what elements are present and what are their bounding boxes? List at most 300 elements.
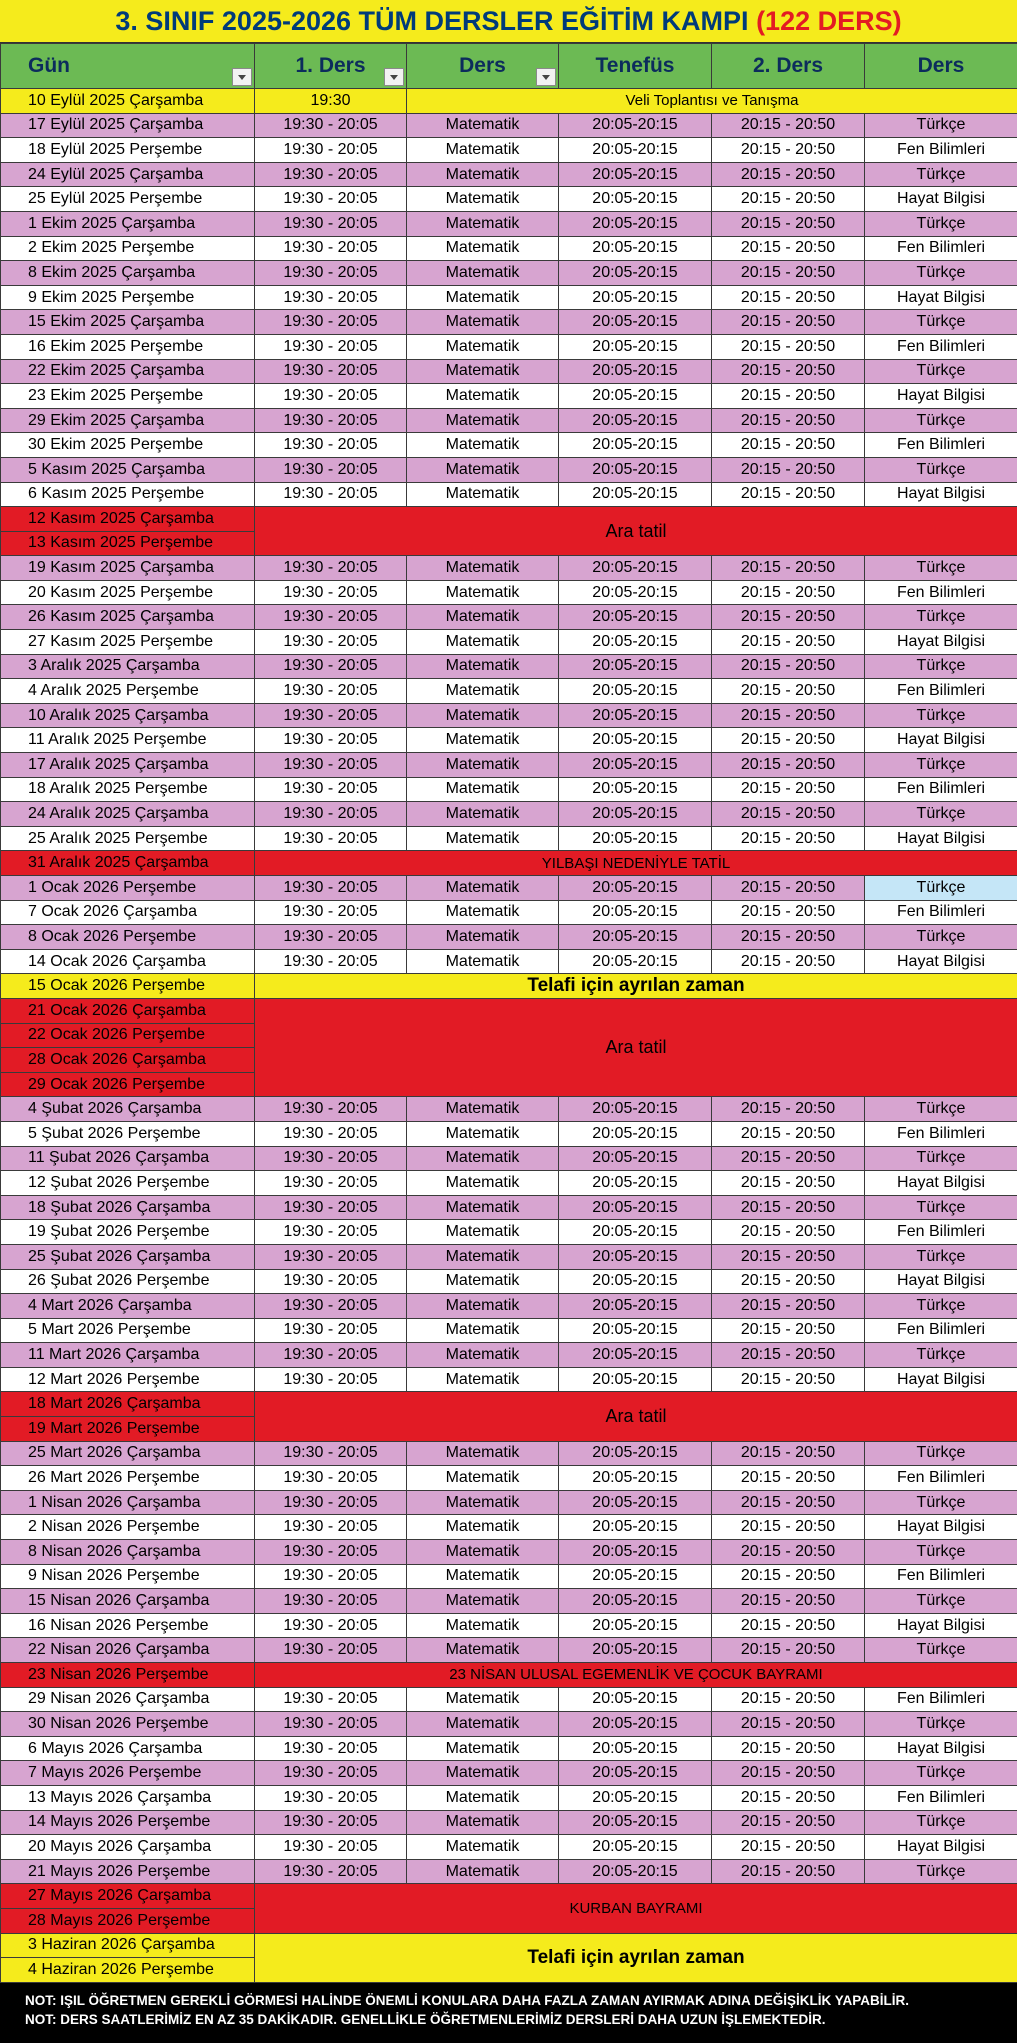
day-cell: 29 Ocak 2026 Perşembe (1, 1072, 255, 1097)
event-cell: Telafi için ayrılan zaman (255, 974, 1017, 999)
break-time: 20:05-20:15 (559, 876, 712, 901)
subject-2-cell: Türkçe (865, 1490, 1017, 1515)
break-time: 20:05-20:15 (559, 261, 712, 286)
table-row (1, 1810, 1017, 1835)
subject-1-cell: Matematik (407, 1540, 559, 1565)
second-lesson-time: 20:15 - 20:50 (712, 334, 865, 359)
subject-1-cell: Matematik (407, 826, 559, 851)
subject-2-cell: Türkçe (865, 457, 1017, 482)
second-lesson-time: 20:15 - 20:50 (712, 580, 865, 605)
day-cell: 15 Nisan 2026 Çarşamba (1, 1589, 255, 1614)
subject-2-cell: Fen Bilimleri (865, 777, 1017, 802)
table-row (1, 507, 1017, 532)
title-highlight: (122 DERS) (756, 6, 902, 36)
subject-2-cell: Fen Bilimleri (865, 580, 1017, 605)
note-line: NOT: IŞIL ÖĞRETMEN GEREKLİ GÖRMESİ HALİNDE ÖNEMLİ KONULARA DAHA FAZLA ZAMAN AYIRMAK ADINA DEĞİŞİKLİK YAPABİLİR. (25, 1991, 1017, 2011)
second-lesson-time: 20:15 - 20:50 (712, 1785, 865, 1810)
subject-2-cell: Türkçe (865, 605, 1017, 630)
first-lesson-time: 19:30 - 20:05 (255, 334, 407, 359)
day-cell: 4 Aralık 2025 Perşembe (1, 679, 255, 704)
second-lesson-time: 20:15 - 20:50 (712, 211, 865, 236)
note-line: NOT: DERS SAATLERİMİZ EN AZ 35 DAKİKADIR. GENELLİKLE ÖĞRETMENLERİMİZ DERSLERİ DAHA UZUN İŞLEMEKTEDİR. (25, 2010, 1017, 2030)
day-cell: 27 Kasım 2025 Perşembe (1, 630, 255, 655)
subject-2-cell: Fen Bilimleri (865, 1318, 1017, 1343)
table-row (1, 1367, 1017, 1392)
first-lesson-time: 19:30 - 20:05 (255, 679, 407, 704)
subject-2-cell: Fen Bilimleri (865, 1687, 1017, 1712)
filter-dropdown-icon[interactable] (232, 68, 252, 86)
day-cell: 26 Şubat 2026 Perşembe (1, 1269, 255, 1294)
second-lesson-time: 20:15 - 20:50 (712, 900, 865, 925)
break-time: 20:05-20:15 (559, 408, 712, 433)
subject-1-cell: Matematik (407, 285, 559, 310)
first-lesson-time: 19:30 - 20:05 (255, 261, 407, 286)
second-lesson-time: 20:15 - 20:50 (712, 384, 865, 409)
second-lesson-time: 20:15 - 20:50 (712, 408, 865, 433)
header-subject-2 (865, 44, 1017, 89)
table-row (1, 949, 1017, 974)
day-cell: 3 Aralık 2025 Çarşamba (1, 654, 255, 679)
break-time: 20:05-20:15 (559, 457, 712, 482)
break-time: 20:05-20:15 (559, 1195, 712, 1220)
header-first-lesson (255, 44, 407, 89)
first-lesson-time: 19:30 - 20:05 (255, 826, 407, 851)
table-row (1, 1318, 1017, 1343)
day-cell: 20 Kasım 2025 Perşembe (1, 580, 255, 605)
day-cell: 15 Ekim 2025 Çarşamba (1, 310, 255, 335)
subject-1-cell: Matematik (407, 925, 559, 950)
event-cell: Ara tatil (255, 1392, 1017, 1441)
subject-2-cell: Türkçe (865, 261, 1017, 286)
first-lesson-time: 19:30 - 20:05 (255, 482, 407, 507)
title-main: 3. SINIF 2025-2026 TÜM DERSLER EĞİTİM KAMPI (115, 6, 748, 36)
subject-1-cell: Matematik (407, 1835, 559, 1860)
subject-2-cell: Fen Bilimleri (865, 1121, 1017, 1146)
break-time: 20:05-20:15 (559, 605, 712, 630)
subject-2-cell: Fen Bilimleri (865, 334, 1017, 359)
break-time: 20:05-20:15 (559, 1540, 712, 1565)
subject-2-cell: Türkçe (865, 703, 1017, 728)
table-row (1, 261, 1017, 286)
subject-1-cell: Matematik (407, 1687, 559, 1712)
subject-1-cell: Matematik (407, 1859, 559, 1884)
break-time: 20:05-20:15 (559, 802, 712, 827)
subject-1-cell: Matematik (407, 1466, 559, 1491)
break-time: 20:05-20:15 (559, 1466, 712, 1491)
break-time: 20:05-20:15 (559, 900, 712, 925)
second-lesson-time: 20:15 - 20:50 (712, 654, 865, 679)
first-lesson-time: 19:30 - 20:05 (255, 187, 407, 212)
subject-2-cell: Fen Bilimleri (865, 679, 1017, 704)
second-lesson-time: 20:15 - 20:50 (712, 261, 865, 286)
table-row (1, 900, 1017, 925)
first-lesson-time: 19:30 - 20:05 (255, 1761, 407, 1786)
day-cell: 20 Mayıs 2026 Çarşamba (1, 1835, 255, 1860)
subject-1-cell: Matematik (407, 310, 559, 335)
page-title (0, 0, 1017, 43)
break-time: 20:05-20:15 (559, 211, 712, 236)
subject-1-cell: Matematik (407, 1810, 559, 1835)
second-lesson-time: 20:15 - 20:50 (712, 162, 865, 187)
event-cell: 23 NİSAN ULUSAL EGEMENLİK VE ÇOCUK BAYRAMI (255, 1663, 1017, 1688)
subject-1-cell: Matematik (407, 1318, 559, 1343)
first-lesson-time: 19:30 - 20:05 (255, 1859, 407, 1884)
break-time: 20:05-20:15 (559, 654, 712, 679)
second-lesson-time: 20:15 - 20:50 (712, 1121, 865, 1146)
subject-1-cell: Matematik (407, 654, 559, 679)
table-row (1, 1097, 1017, 1122)
table-row (1, 1761, 1017, 1786)
event-cell: Veli Toplantısı ve Tanışma (407, 89, 1017, 114)
second-lesson-time: 20:15 - 20:50 (712, 113, 865, 138)
table-row (1, 334, 1017, 359)
subject-1-cell: Matematik (407, 1171, 559, 1196)
second-lesson-time: 20:15 - 20:50 (712, 1269, 865, 1294)
day-cell: 11 Mart 2026 Çarşamba (1, 1343, 255, 1368)
day-cell: 22 Ocak 2026 Perşembe (1, 1023, 255, 1048)
subject-2-cell: Türkçe (865, 359, 1017, 384)
subject-1-cell: Matematik (407, 777, 559, 802)
event-cell: KURBAN BAYRAMI (255, 1884, 1017, 1933)
second-lesson-time: 20:15 - 20:50 (712, 236, 865, 261)
header-first-lesson-label: 1. Ders (295, 54, 365, 77)
table-row (1, 1564, 1017, 1589)
second-lesson-time: 20:15 - 20:50 (712, 753, 865, 778)
break-time: 20:05-20:15 (559, 949, 712, 974)
first-lesson-time: 19:30 - 20:05 (255, 1318, 407, 1343)
break-time: 20:05-20:15 (559, 1859, 712, 1884)
schedule-body (1, 89, 1017, 1983)
day-cell: 25 Şubat 2026 Çarşamba (1, 1244, 255, 1269)
subject-1-cell: Matematik (407, 876, 559, 901)
table-row (1, 1589, 1017, 1614)
day-cell: 25 Mart 2026 Çarşamba (1, 1441, 255, 1466)
subject-1-cell: Matematik (407, 1589, 559, 1614)
second-lesson-time: 20:15 - 20:50 (712, 310, 865, 335)
filter-dropdown-icon[interactable] (536, 68, 556, 86)
subject-1-cell: Matematik (407, 580, 559, 605)
header-row (1, 44, 1017, 89)
second-lesson-time: 20:15 - 20:50 (712, 1687, 865, 1712)
break-time: 20:05-20:15 (559, 1220, 712, 1245)
table-row (1, 1736, 1017, 1761)
header-second-lesson-label: 2. Ders (753, 54, 823, 77)
second-lesson-time: 20:15 - 20:50 (712, 1589, 865, 1614)
second-lesson-time: 20:15 - 20:50 (712, 949, 865, 974)
subject-1-cell: Matematik (407, 900, 559, 925)
table-row (1, 113, 1017, 138)
break-time: 20:05-20:15 (559, 1490, 712, 1515)
subject-2-cell: Hayat Bilgisi (865, 285, 1017, 310)
subject-1-cell: Matematik (407, 211, 559, 236)
header-subject-1 (407, 44, 559, 89)
table-row (1, 605, 1017, 630)
subject-1-cell: Matematik (407, 1269, 559, 1294)
day-cell: 21 Ocak 2026 Çarşamba (1, 998, 255, 1023)
first-lesson-time: 19:30 - 20:05 (255, 359, 407, 384)
subject-2-cell: Türkçe (865, 1343, 1017, 1368)
subject-2-cell: Türkçe (865, 1859, 1017, 1884)
table-row (1, 728, 1017, 753)
day-cell: 19 Mart 2026 Perşembe (1, 1417, 255, 1442)
subject-1-cell: Matematik (407, 605, 559, 630)
subject-1-cell: Matematik (407, 630, 559, 655)
first-lesson-time: 19:30 - 20:05 (255, 802, 407, 827)
break-time: 20:05-20:15 (559, 580, 712, 605)
day-cell: 25 Eylül 2025 Perşembe (1, 187, 255, 212)
day-cell: 25 Aralık 2025 Perşembe (1, 826, 255, 851)
subject-1-cell: Matematik (407, 556, 559, 581)
event-cell: Ara tatil (255, 507, 1017, 556)
subject-1-cell: Matematik (407, 1736, 559, 1761)
subject-2-cell: Türkçe (865, 1441, 1017, 1466)
header-second-lesson (712, 44, 865, 89)
table-row (1, 998, 1017, 1023)
table-row (1, 630, 1017, 655)
day-cell: 26 Mart 2026 Perşembe (1, 1466, 255, 1491)
table-row (1, 1343, 1017, 1368)
first-lesson-time: 19:30 - 20:05 (255, 1343, 407, 1368)
break-time: 20:05-20:15 (559, 1638, 712, 1663)
table-row (1, 1121, 1017, 1146)
table-row (1, 236, 1017, 261)
break-time: 20:05-20:15 (559, 138, 712, 163)
day-cell: 19 Kasım 2025 Çarşamba (1, 556, 255, 581)
subject-1-cell: Matematik (407, 802, 559, 827)
subject-2-cell: Türkçe (865, 802, 1017, 827)
table-row (1, 310, 1017, 335)
table-row (1, 1171, 1017, 1196)
day-cell: 11 Aralık 2025 Perşembe (1, 728, 255, 753)
break-time: 20:05-20:15 (559, 1244, 712, 1269)
day-cell: 8 Nisan 2026 Çarşamba (1, 1540, 255, 1565)
subject-1-cell: Matematik (407, 1638, 559, 1663)
second-lesson-time: 20:15 - 20:50 (712, 1244, 865, 1269)
first-lesson-time: 19:30 - 20:05 (255, 285, 407, 310)
schedule-table (0, 43, 1017, 1983)
break-time: 20:05-20:15 (559, 703, 712, 728)
second-lesson-time: 20:15 - 20:50 (712, 1097, 865, 1122)
break-time: 20:05-20:15 (559, 236, 712, 261)
day-cell: 4 Şubat 2026 Çarşamba (1, 1097, 255, 1122)
table-row (1, 359, 1017, 384)
subject-2-cell: Türkçe (865, 1712, 1017, 1737)
subject-2-cell: Hayat Bilgisi (865, 1736, 1017, 1761)
day-cell: 13 Mayıs 2026 Çarşamba (1, 1785, 255, 1810)
table-row (1, 1785, 1017, 1810)
break-time: 20:05-20:15 (559, 630, 712, 655)
first-lesson-time: 19:30 - 20:05 (255, 1687, 407, 1712)
header-day (1, 44, 255, 89)
second-lesson-time: 20:15 - 20:50 (712, 679, 865, 704)
first-lesson-time: 19:30 - 20:05 (255, 1564, 407, 1589)
first-lesson-time: 19:30 - 20:05 (255, 900, 407, 925)
subject-1-cell: Matematik (407, 1195, 559, 1220)
subject-2-cell: Hayat Bilgisi (865, 630, 1017, 655)
second-lesson-time: 20:15 - 20:50 (712, 703, 865, 728)
subject-2-cell: Türkçe (865, 1195, 1017, 1220)
day-cell: 29 Nisan 2026 Çarşamba (1, 1687, 255, 1712)
day-cell: 24 Aralık 2025 Çarşamba (1, 802, 255, 827)
table-row (1, 826, 1017, 851)
second-lesson-time: 20:15 - 20:50 (712, 1466, 865, 1491)
table-row (1, 1490, 1017, 1515)
day-cell: 2 Nisan 2026 Perşembe (1, 1515, 255, 1540)
break-time: 20:05-20:15 (559, 1121, 712, 1146)
first-lesson-time: 19:30 - 20:05 (255, 605, 407, 630)
second-lesson-time: 20:15 - 20:50 (712, 1343, 865, 1368)
second-lesson-time: 20:15 - 20:50 (712, 1367, 865, 1392)
second-lesson-time: 20:15 - 20:50 (712, 1441, 865, 1466)
first-lesson-time: 19:30 - 20:05 (255, 1785, 407, 1810)
subject-2-cell: Hayat Bilgisi (865, 1171, 1017, 1196)
subject-2-cell: Hayat Bilgisi (865, 482, 1017, 507)
table-row (1, 1515, 1017, 1540)
first-lesson-time: 19:30 - 20:05 (255, 1515, 407, 1540)
table-row (1, 851, 1017, 876)
day-cell: 8 Ocak 2026 Perşembe (1, 925, 255, 950)
break-time: 20:05-20:15 (559, 1564, 712, 1589)
day-cell: 10 Eylül 2025 Çarşamba (1, 89, 255, 114)
day-cell: 17 Eylül 2025 Çarşamba (1, 113, 255, 138)
event-cell: Telafi için ayrılan zaman (255, 1933, 1017, 1982)
subject-2-cell: Türkçe (865, 113, 1017, 138)
break-time: 20:05-20:15 (559, 556, 712, 581)
subject-1-cell: Matematik (407, 1367, 559, 1392)
second-lesson-time: 20:15 - 20:50 (712, 802, 865, 827)
subject-2-cell: Hayat Bilgisi (865, 826, 1017, 851)
break-time: 20:05-20:15 (559, 433, 712, 458)
first-lesson-time: 19:30 - 20:05 (255, 211, 407, 236)
break-time: 20:05-20:15 (559, 1761, 712, 1786)
subject-1-cell: Matematik (407, 334, 559, 359)
first-lesson-time: 19:30 - 20:05 (255, 1441, 407, 1466)
break-time: 20:05-20:15 (559, 1318, 712, 1343)
table-row (1, 974, 1017, 999)
table-row (1, 1540, 1017, 1565)
day-cell: 21 Mayıs 2026 Perşembe (1, 1859, 255, 1884)
subject-1-cell: Matematik (407, 728, 559, 753)
first-lesson-time: 19:30 - 20:05 (255, 1121, 407, 1146)
table-row (1, 1269, 1017, 1294)
subject-1-cell: Matematik (407, 1343, 559, 1368)
break-time: 20:05-20:15 (559, 1269, 712, 1294)
first-lesson-time: 19:30 - 20:05 (255, 1171, 407, 1196)
subject-2-cell: Hayat Bilgisi (865, 1269, 1017, 1294)
day-cell: 23 Ekim 2025 Perşembe (1, 384, 255, 409)
filter-dropdown-icon[interactable] (384, 68, 404, 86)
first-lesson-time: 19:30 - 20:05 (255, 310, 407, 335)
table-row (1, 1835, 1017, 1860)
subject-1-cell: Matematik (407, 457, 559, 482)
day-cell: 3 Haziran 2026 Çarşamba (1, 1933, 255, 1958)
table-row (1, 433, 1017, 458)
second-lesson-time: 20:15 - 20:50 (712, 1220, 865, 1245)
subject-1-cell: Matematik (407, 138, 559, 163)
subject-1-cell: Matematik (407, 1220, 559, 1245)
subject-2-cell: Hayat Bilgisi (865, 1613, 1017, 1638)
table-row (1, 654, 1017, 679)
day-cell: 29 Ekim 2025 Çarşamba (1, 408, 255, 433)
time-cell: 19:30 (255, 89, 407, 114)
day-cell: 12 Kasım 2025 Çarşamba (1, 507, 255, 532)
second-lesson-time: 20:15 - 20:50 (712, 1171, 865, 1196)
table-row (1, 1392, 1017, 1417)
day-cell: 15 Ocak 2026 Perşembe (1, 974, 255, 999)
table-row (1, 1441, 1017, 1466)
day-cell: 1 Ocak 2026 Perşembe (1, 876, 255, 901)
first-lesson-time: 19:30 - 20:05 (255, 703, 407, 728)
first-lesson-time: 19:30 - 20:05 (255, 1613, 407, 1638)
day-cell: 18 Mart 2026 Çarşamba (1, 1392, 255, 1417)
day-cell: 9 Ekim 2025 Perşembe (1, 285, 255, 310)
subject-1-cell: Matematik (407, 1613, 559, 1638)
subject-1-cell: Matematik (407, 113, 559, 138)
table-row (1, 556, 1017, 581)
day-cell: 18 Şubat 2026 Çarşamba (1, 1195, 255, 1220)
first-lesson-time: 19:30 - 20:05 (255, 1540, 407, 1565)
break-time: 20:05-20:15 (559, 1097, 712, 1122)
second-lesson-time: 20:15 - 20:50 (712, 1195, 865, 1220)
day-cell: 5 Kasım 2025 Çarşamba (1, 457, 255, 482)
second-lesson-time: 20:15 - 20:50 (712, 1859, 865, 1884)
table-row (1, 1220, 1017, 1245)
subject-1-cell: Matematik (407, 1564, 559, 1589)
break-time: 20:05-20:15 (559, 1712, 712, 1737)
subject-2-cell: Türkçe (865, 925, 1017, 950)
subject-2-cell: Hayat Bilgisi (865, 949, 1017, 974)
event-cell: Ara tatil (255, 998, 1017, 1096)
first-lesson-time: 19:30 - 20:05 (255, 1220, 407, 1245)
table-row (1, 876, 1017, 901)
table-row (1, 925, 1017, 950)
day-cell: 7 Ocak 2026 Çarşamba (1, 900, 255, 925)
subject-1-cell: Matematik (407, 1146, 559, 1171)
subject-2-cell: Fen Bilimleri (865, 1564, 1017, 1589)
break-time: 20:05-20:15 (559, 826, 712, 851)
first-lesson-time: 19:30 - 20:05 (255, 162, 407, 187)
second-lesson-time: 20:15 - 20:50 (712, 777, 865, 802)
second-lesson-time: 20:15 - 20:50 (712, 1540, 865, 1565)
first-lesson-time: 19:30 - 20:05 (255, 1712, 407, 1737)
table-row (1, 679, 1017, 704)
table-row (1, 580, 1017, 605)
subject-1-cell: Matematik (407, 703, 559, 728)
second-lesson-time: 20:15 - 20:50 (712, 482, 865, 507)
first-lesson-time: 19:30 - 20:05 (255, 654, 407, 679)
second-lesson-time: 20:15 - 20:50 (712, 1318, 865, 1343)
second-lesson-time: 20:15 - 20:50 (712, 556, 865, 581)
break-time: 20:05-20:15 (559, 1613, 712, 1638)
day-cell: 26 Kasım 2025 Çarşamba (1, 605, 255, 630)
day-cell: 5 Mart 2026 Perşembe (1, 1318, 255, 1343)
subject-1-cell: Matematik (407, 1712, 559, 1737)
subject-2-cell: Türkçe (865, 211, 1017, 236)
second-lesson-time: 20:15 - 20:50 (712, 605, 865, 630)
table-row (1, 162, 1017, 187)
first-lesson-time: 19:30 - 20:05 (255, 1195, 407, 1220)
subject-2-cell: Hayat Bilgisi (865, 728, 1017, 753)
break-time: 20:05-20:15 (559, 777, 712, 802)
subject-1-cell: Matematik (407, 1761, 559, 1786)
second-lesson-time: 20:15 - 20:50 (712, 925, 865, 950)
first-lesson-time: 19:30 - 20:05 (255, 1269, 407, 1294)
subject-2-cell: Türkçe (865, 1244, 1017, 1269)
subject-1-cell: Matematik (407, 1244, 559, 1269)
first-lesson-time: 19:30 - 20:05 (255, 1736, 407, 1761)
day-cell: 23 Nisan 2026 Perşembe (1, 1663, 255, 1688)
second-lesson-time: 20:15 - 20:50 (712, 187, 865, 212)
